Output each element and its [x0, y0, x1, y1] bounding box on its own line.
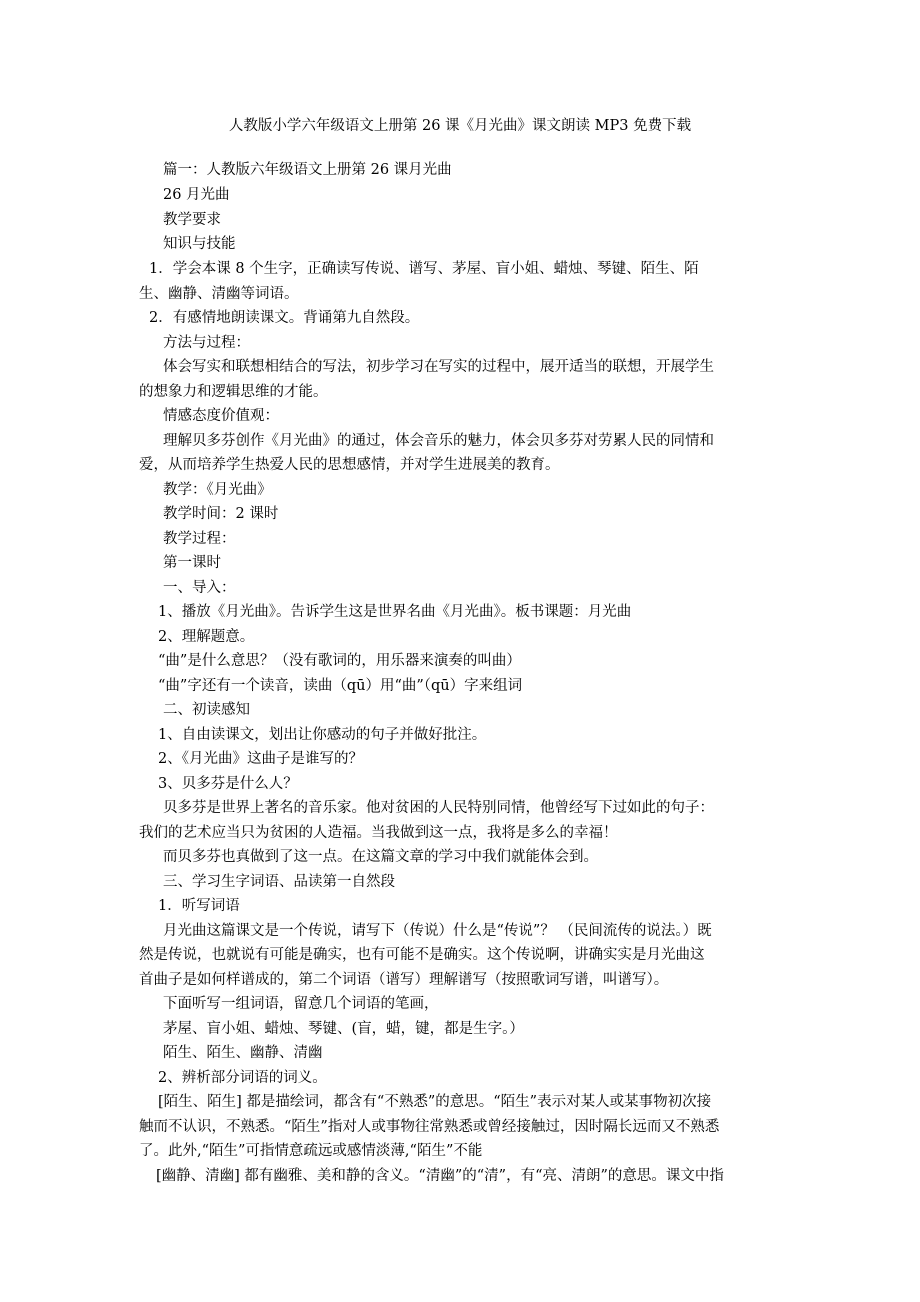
text-line: 了。此外,“陌生”可指情意疏远或感情淡薄,“陌生”不能	[139, 1143, 483, 1159]
text-line: 下面听写一组词语，留意几个词语的笔画，	[163, 996, 439, 1012]
text-line: 的想象力和逻辑思维的才能。	[139, 384, 328, 400]
text-line: 方法与过程：	[163, 335, 250, 351]
text-line: 1、自由读课文，划出让你感动的句子并做好批注。	[158, 727, 487, 743]
text-line: [幽静、清幽] 都有幽雅、美和静的含义。“清幽”的“清”，有“亮、清朗”的意思。课文中指	[156, 1168, 724, 1184]
text-line: “曲”是什么意思？（没有歌词的，用乐器来演奏的叫曲）	[158, 653, 521, 669]
text-line: 1、播放《月光曲》。告诉学生这是世界名曲《月光曲》。板书课题：月光曲	[158, 604, 632, 620]
text-line: 2、理解题意。	[158, 629, 255, 645]
text-line: 三、学习生字词语、品读第一自然段	[163, 874, 395, 890]
text-line: 1．学会本课 8 个生字，正确读写传说、谱写、茅屋、盲小姐、蜡烛、琴键、陌生、陌	[149, 261, 699, 277]
text-line: 2．有感情地朗读课文。背诵第九自然段。	[149, 310, 420, 326]
document-title: 人教版小学六年级语文上册第 26 课《月光曲》课文朗读 MP3 免费下载	[228, 118, 692, 134]
text-line: 月光曲这篇课文是一个传说，请写下（传说）什么是“传说”？ （民间流传的说法。）既	[163, 923, 712, 939]
text-line: 一、导入：	[163, 580, 236, 596]
text-line: 二、初读感知	[163, 702, 250, 718]
text-line: 26 月光曲	[163, 187, 230, 203]
text-line: [陌生、陌生] 都是描绘词，都含有“不熟悉”的意思。“陌生”表示对某人或某事物初次接	[158, 1094, 712, 1110]
text-line: 第一课时	[163, 555, 221, 571]
text-line: 知识与技能	[163, 236, 236, 252]
text-line: 篇一：人教版六年级语文上册第 26 课月光曲	[163, 162, 452, 178]
text-line: 体会写实和联想相结合的写法，初步学习在写实的过程中，展开适当的联想，开展学生	[163, 359, 714, 375]
text-line: 教学过程：	[163, 531, 236, 547]
text-line: 首曲子是如何样谱成的，第二个词语（谱写）理解谱写（按照歌词写谱，叫谱写）。	[139, 972, 669, 988]
text-line: 1．听写词语	[158, 898, 240, 914]
text-line: 然是传说，也就说有可能是确实，也有可能不是确实。这个传说啊，讲确实实是月光曲这	[139, 947, 705, 963]
text-line: 爱，从而培养学生热爱人民的思想感情，并对学生进展美的教育。	[139, 457, 560, 473]
text-line: 茅屋、盲小姐、蜡烛、琴键、(盲，蜡，键，都是生字。）	[163, 1021, 524, 1037]
text-line: 教学时间：2 课时	[163, 506, 279, 522]
text-line: 2、辨析部分词语的词义。	[158, 1070, 327, 1086]
text-line: 教学要求	[163, 212, 221, 228]
text-line: 触而不认识，不熟悉。“陌生”指对人或事物往常熟悉或曾经接触过，因时隔长远而又不熟悉	[139, 1119, 720, 1135]
text-line: 2、《月光曲》这曲子是谁写的？	[158, 751, 363, 767]
text-line: 而贝多芬也真做到了这一点。在这篇文章的学习中我们就能体会到。	[163, 849, 598, 865]
text-line: 情感态度价值观：	[163, 408, 279, 424]
text-line: 理解贝多芬创作《月光曲》的通过，体会音乐的魅力，体会贝多芬对劳累人民的同情和	[163, 433, 714, 449]
text-line: 生、幽静、清幽等词语。	[139, 286, 299, 302]
text-line: 教学：《月光曲》	[163, 482, 272, 498]
text-line: 3、贝多芬是什么人？	[158, 776, 298, 792]
text-line: 我们的艺术应当只为贫困的人造福。当我做到这一点，我将是多么的幸福！	[139, 825, 618, 841]
text-line: “曲”字还有一个读音，读曲（qū）用“曲”（qū）字来组词	[158, 678, 523, 694]
text-line: 贝多芬是世界上著名的音乐家。他对贫困的人民特别同情，他曾经写下过如此的句子：	[163, 800, 714, 816]
text-line: 陌生、陌生、幽静、清幽	[163, 1045, 323, 1061]
